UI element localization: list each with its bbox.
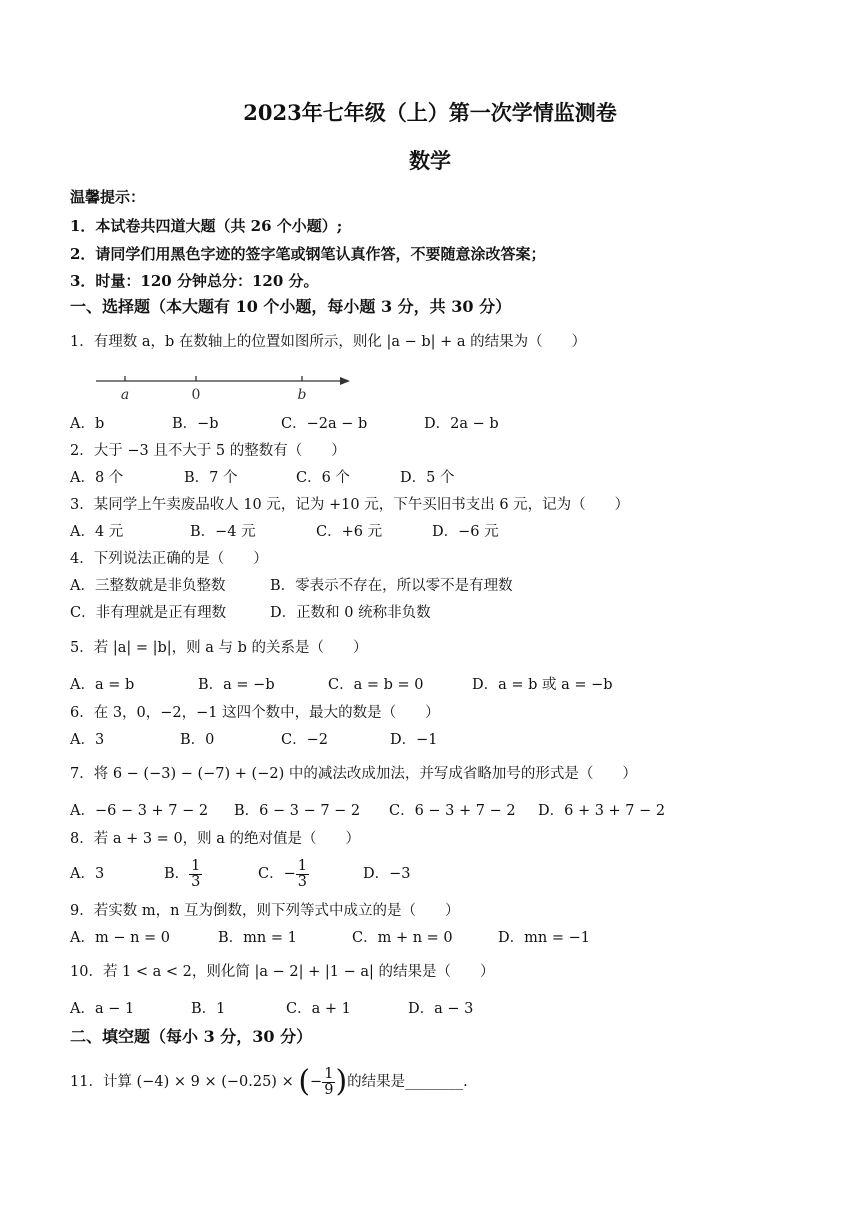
- option-c: C．a = b = 0: [328, 677, 424, 693]
- option-a: A．−6 − 3 + 7 − 2: [70, 803, 209, 819]
- fraction-numerator: 1: [324, 1065, 334, 1082]
- option-d: D．a = b 或 a = −b: [472, 677, 613, 693]
- question-stem: 7．将 6 − (−3) − (−7) + (−2) 中的减法改成加法，并写成省略加号的形式是（ ）: [70, 766, 637, 782]
- number-line-label-a: a: [120, 387, 130, 403]
- option-a: A．b: [70, 416, 105, 432]
- paren-left: (: [298, 1064, 311, 1099]
- fraction-one-ninth: [322, 1067, 335, 1098]
- question-stem: 8．若 a + 3 = 0，则 a 的绝对值是（ ）: [70, 831, 361, 847]
- question-stem: 6．在 3，0，−2，−1 这四个数中，最大的数是（ ）: [70, 705, 440, 721]
- question-stem: 9．若实数 m，n 互为倒数，则下列等式中成立的是（ ）: [70, 903, 460, 919]
- option-c: C．6 个: [296, 470, 350, 486]
- number-line-label-b: b: [297, 387, 307, 403]
- option-a: A．a − 1: [70, 1001, 135, 1017]
- section-heading: 二、填空题（每小 3 分，30 分）: [70, 1027, 313, 1046]
- option-d: D．a − 3: [408, 1001, 474, 1017]
- option-c: C．+6 元: [316, 524, 383, 540]
- option-c: C．非有理就是正有理数: [70, 605, 227, 621]
- option-a: A．3: [70, 866, 105, 882]
- paren-right: ): [335, 1064, 348, 1099]
- number-line-label-0: 0: [191, 387, 201, 403]
- option-c: C．−2: [281, 732, 328, 748]
- option-c: [258, 854, 309, 894]
- option-b: B．7 个: [184, 470, 238, 486]
- option-c: C．6 − 3 + 7 − 2: [389, 803, 516, 819]
- exam-title: 2023年七年级（上）第一次学情监测卷: [243, 100, 617, 125]
- option-c-label: C．−: [258, 866, 296, 882]
- subject-title: 数学: [409, 148, 451, 173]
- question-stem: 2．大于 −3 且不大于 5 的整数有（ ）: [70, 443, 346, 459]
- section-heading: 一、选择题（本大题有 10 个小题，每小题 3 分，共 30 分）: [70, 297, 512, 316]
- option-b: B．1: [191, 1001, 226, 1017]
- option-a: A．a = b: [70, 677, 135, 693]
- option-a: A．4 元: [70, 524, 124, 540]
- option-d: D．5 个: [400, 470, 455, 486]
- option-a: A．m − n = 0: [70, 930, 171, 946]
- question-11: [70, 1060, 468, 1104]
- question-11-prefix: 11．计算 (−4) × 9 × (−0.25) ×: [70, 1074, 294, 1090]
- option-d: D．−3: [363, 866, 411, 882]
- fraction-numerator: 1: [297, 857, 307, 874]
- option-c: C．−2a − b: [281, 416, 368, 432]
- question-stem: 4．下列说法正确的是（ ）: [70, 551, 268, 567]
- question-11-suffix: 的结果是________.: [347, 1074, 468, 1090]
- option-b: B．−b: [172, 416, 219, 432]
- option-c: C．m + n = 0: [352, 930, 453, 946]
- tip-item: 1．本试卷共四道大题（共 26 个小题）;: [70, 217, 343, 235]
- question-stem: 1．有理数 a，b 在数轴上的位置如图所示，则化 |a − b| + a 的结果为（ ）: [70, 334, 587, 350]
- option-a: A．3: [70, 732, 105, 748]
- question-stem: 10．若 1 < a < 2，则化简 |a − 2| + |1 − a| 的结果是（ ）: [70, 964, 495, 980]
- tip-item: 3．时量：120 分钟总分：120 分。: [70, 272, 319, 290]
- option-d: D．6 + 3 + 7 − 2: [538, 803, 666, 819]
- option-a: A．三整数就是非负整数: [70, 578, 226, 594]
- option-d: D．−1: [390, 732, 438, 748]
- option-b: B．零表示不存在，所以零不是有理数: [270, 578, 513, 594]
- tip-item: 2．请同学们用黑色字迹的签字笔或钢笔认真作答，不要随意涂改答案；: [70, 245, 546, 263]
- fraction-one-third: [296, 859, 309, 890]
- option-d: D．mn = −1: [498, 930, 590, 946]
- option-d: D．2a − b: [424, 416, 499, 432]
- option-b-label: B．: [164, 866, 190, 882]
- number-line-figure: [94, 368, 354, 404]
- option-b: B．a = −b: [198, 677, 275, 693]
- option-b: B．mn = 1: [218, 930, 297, 946]
- option-d: D．正数和 0 统称非负数: [270, 605, 431, 621]
- option-b: B．6 − 3 − 7 − 2: [234, 803, 361, 819]
- question-stem: 5．若 |a| = |b|，则 a 与 b 的关系是（ ）: [70, 640, 368, 656]
- fraction-numerator: 1: [191, 857, 201, 874]
- fraction-denominator: 3: [191, 873, 201, 890]
- question-stem: 3．某同学上午卖废品收人 10 元，记为 +10 元，下午买旧书支出 6 元，记为（ ）: [70, 497, 630, 513]
- option-b: B．0: [180, 732, 215, 748]
- option-a: A．8 个: [70, 470, 124, 486]
- option-d: D．−6 元: [432, 524, 499, 540]
- fraction-denominator: 3: [297, 873, 307, 890]
- fraction-one-third: [189, 859, 202, 890]
- question-11-minus: −: [310, 1074, 323, 1090]
- option-b: B．−4 元: [190, 524, 256, 540]
- fraction-denominator: 9: [324, 1081, 334, 1098]
- option-b: [164, 854, 202, 894]
- tips-heading: 温馨提示：: [70, 188, 146, 206]
- option-c: C．a + 1: [286, 1001, 351, 1017]
